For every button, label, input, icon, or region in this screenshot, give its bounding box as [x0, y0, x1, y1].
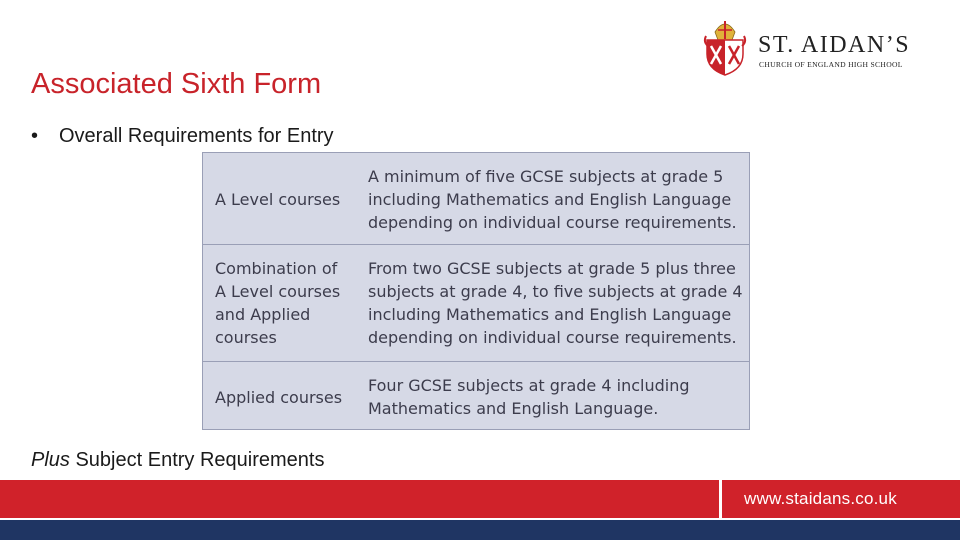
bullet-item [31, 125, 334, 148]
table-row [203, 362, 749, 429]
course-label: A Level courses [215, 190, 341, 209]
table-row [203, 153, 749, 245]
course-requirement: A minimum of five GCSE subjects at grade 5 including Mathematics and English Language depending on individual course requirements. [368, 167, 737, 232]
course-label: Applied courses [215, 388, 343, 407]
table-row [203, 245, 749, 362]
course-requirement: From two GCSE subjects at grade 5 plus three subjects at grade 4, to five subjects at grade 4 including Mathematics and English Language depending on individual course requirements. [368, 259, 743, 347]
plus-italic: Plus [31, 449, 70, 471]
slide-title: Associated Sixth Form [31, 68, 322, 100]
school-crest-icon [702, 18, 748, 76]
footer-navy-band [0, 520, 960, 540]
course-label: Combination of A Level courses and Applied courses [215, 259, 341, 347]
school-subtitle: CHURCH OF ENGLAND HIGH SCHOOL [759, 60, 903, 69]
requirements-table [202, 152, 750, 430]
website-url: www.staidans.co.uk [744, 489, 897, 508]
bullet-symbol: • [31, 125, 39, 147]
school-logo [702, 18, 928, 76]
course-requirement: Four GCSE subjects at grade 4 including Mathematics and English Language. [368, 376, 690, 418]
plus-rest: Subject Entry Requirements [69, 449, 325, 471]
school-name: ST. AIDAN’S [758, 32, 911, 58]
footer-divider [719, 480, 722, 518]
bullet-text: Overall Requirements for Entry [59, 125, 334, 147]
subject-entry-note [31, 449, 324, 472]
